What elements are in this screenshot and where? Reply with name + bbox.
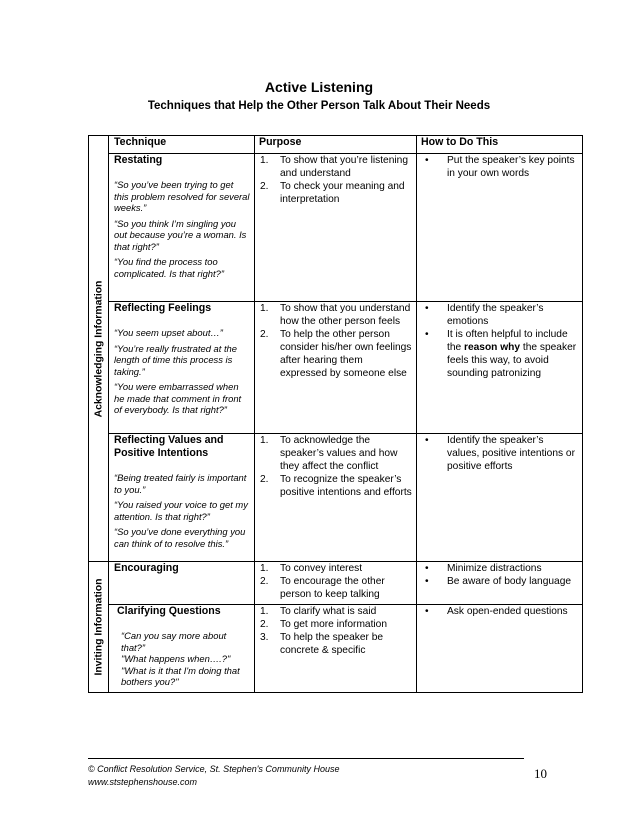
purpose-cell	[255, 434, 417, 562]
technique-name: Clarifying Questions	[117, 605, 221, 617]
purpose-item: 2. To encourage the other person to keep talking	[260, 576, 385, 600]
example-text: “So you think I’m singling you out because you’re a woman. Is that right?”	[114, 217, 247, 252]
technique-name: Encouraging	[114, 562, 179, 574]
technique-cell	[109, 605, 255, 693]
page-subtitle: Techniques that Help the Other Person Talk About Their Needs	[147, 100, 491, 112]
example-text: “You’re really frustrated at the length of time this process is taking.”	[114, 342, 237, 377]
footer-org: © Conflict Resolution Service, St. Stephen's Community House	[88, 764, 340, 774]
purpose-cell	[255, 562, 417, 605]
purpose-item: 2. To check your meaning and interpretation	[260, 181, 405, 205]
header-technique: Technique	[109, 136, 255, 154]
page-number: 10	[534, 766, 547, 781]
technique-name: Restating	[114, 154, 163, 166]
purpose-item: 1. To clarify what is said	[260, 606, 377, 617]
purpose-item: 3. To help the speaker be concrete & specific	[260, 632, 384, 656]
bullet-icon: •	[425, 303, 429, 314]
table-row	[89, 562, 583, 605]
example-text: “Can you say more about that?”	[121, 630, 227, 653]
footer-divider	[88, 758, 524, 759]
emphasis-text: reason why	[464, 342, 521, 353]
bullet-icon: •	[425, 329, 429, 340]
how-item: • Identify the speaker’s values, positive intentions or positive efforts	[425, 435, 575, 472]
purpose-item: 1. To convey interest	[260, 563, 363, 574]
page-title: Active Listening	[264, 79, 374, 95]
bullet-icon: •	[425, 563, 429, 574]
bullet-icon: •	[425, 435, 429, 446]
section-acknowledging	[89, 136, 109, 562]
technique-cell	[109, 434, 255, 562]
bullet-icon: •	[425, 606, 429, 617]
technique-name: Reflecting Values and Positive Intentions	[114, 434, 224, 459]
example-text: “You seem upset about…”	[114, 327, 223, 338]
section-label-acknowledging: Acknowledging Information	[93, 280, 104, 417]
how-item: • Identify the speaker’s emotions	[425, 303, 544, 327]
footer-url: www.ststephenshouse.com	[88, 777, 198, 787]
table-row	[89, 434, 583, 562]
example-text: "What happens when….?"	[121, 653, 231, 664]
how-cell	[417, 605, 583, 693]
techniques-table	[88, 135, 583, 693]
how-item: • Minimize distractions	[425, 563, 542, 574]
technique-name: Reflecting Feelings	[114, 302, 212, 314]
purpose-cell	[255, 605, 417, 693]
technique-cell	[109, 154, 255, 302]
example-text: “So you’ve done everything you can think of to resolve this.”	[114, 526, 246, 549]
how-cell	[417, 434, 583, 562]
example-text: “You were embarrassed when he made that comment in front of everybody. Is that right?”	[114, 381, 242, 415]
how-item: • Be aware of body language	[425, 576, 572, 587]
table-header-row	[89, 136, 583, 154]
section-inviting	[89, 562, 109, 693]
example-text: “So you’ve been trying to get this problem resolved for several weeks.”	[114, 179, 250, 213]
table-row	[89, 605, 583, 693]
example-text: "What is it that I'm doing that bothers you?"	[121, 664, 240, 687]
purpose-item: 1. To show that you understand how the other person feels	[260, 303, 411, 327]
bullet-icon: •	[425, 576, 429, 587]
how-item: • Put the speaker’s key points in your own words	[425, 155, 575, 179]
technique-cell	[109, 562, 255, 605]
purpose-item: 2. To recognize the speaker’s positive intentions and efforts	[260, 474, 412, 498]
table-row	[89, 154, 583, 302]
header-purpose: Purpose	[255, 136, 417, 154]
example-text: “You raised your voice to get my attention. Is that right?”	[114, 499, 248, 522]
how-cell	[417, 302, 583, 434]
header-how: How to Do This	[417, 136, 583, 154]
example-text: “You find the process too complicated. Is that right?”	[114, 256, 224, 279]
how-item: • Ask open-ended questions	[425, 606, 568, 617]
table-row	[89, 302, 583, 434]
how-cell	[417, 154, 583, 302]
bullet-icon: •	[425, 155, 429, 166]
purpose-item: 2. To help the other person consider his/her own feelings after hearing them expressed by someone else	[260, 329, 412, 379]
purpose-item: 1. To show that you’re listening and understand	[260, 155, 408, 179]
purpose-cell	[255, 302, 417, 434]
example-text: “Being treated fairly is important to you.”	[114, 472, 247, 495]
how-cell	[417, 562, 583, 605]
purpose-cell	[255, 154, 417, 302]
purpose-item: 1. To acknowledge the speaker’s values and how they affect the conflict	[260, 435, 398, 472]
how-item: • It is often helpful to include the reason why the speaker feels this way, to avoid sounding patronizing	[425, 329, 577, 379]
section-label-inviting: Inviting Information	[93, 578, 104, 676]
purpose-item: 2. To get more information	[260, 619, 388, 630]
technique-cell	[109, 302, 255, 434]
